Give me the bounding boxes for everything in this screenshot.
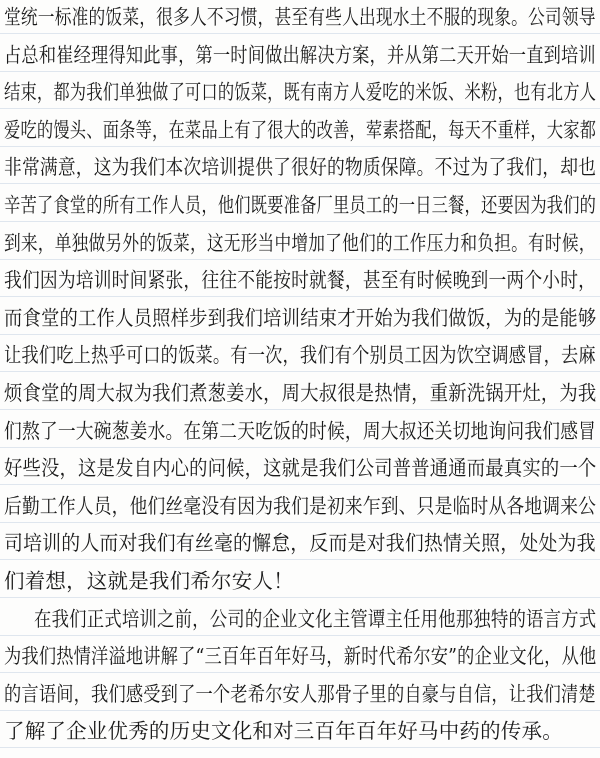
text-line: 爱吃的馒头、面条等，在菜品上有了很大的改善，荤素搭配，每天不重样，大家都	[4, 117, 597, 142]
text-line: 占总和崔经理得知此事，第一时间做出解决方案，并从第二天开始一直到培训	[4, 42, 596, 67]
text-line: 们着想，这就是我们希尔安人！	[4, 569, 294, 593]
text-line: 后勤工作人员，他们丝毫没有因为我们是初来乍到、只是临时从各地调来公	[4, 493, 597, 518]
paragraph-2-line: 为我们热情洋溢地讲解了“三百年百年好马，新时代希尔安”的企业文化，从他	[4, 644, 597, 669]
paragraph-2-line: 了解了企业优秀的历史文化和对三百年百年好马中药的传承。	[4, 719, 563, 744]
text-line: 非常满意，这为我们本次培训提供了很好的物质保障。不过为了我们，却也	[4, 155, 597, 180]
text-line: 堂统一标准的饭菜，很多人不习惯，甚至有些人出现水土不服的现象。公司领导	[4, 5, 596, 29]
text-line: 辛苦了食堂的所有工作人员，他们既要准备厂里员工的一日三餐，还要因为我们的	[4, 193, 597, 217]
text-line: 好些没，这是发自内心的问候，这就是我们公司普普通通而最真实的一个	[4, 456, 597, 481]
text-line: 司培训的人而对我们有丝毫的懈怠，反而是对我们热情关照，处处为我	[4, 531, 596, 556]
text-line: 们熬了一大碗葱姜水。在第二天吃饭的时候，周大叔还关切地询问我们感冒	[4, 418, 597, 443]
text-line: 让我们吃上热乎可口的饭菜。有一次，我们有个别员工因为饮空调感冒，去麻	[4, 343, 596, 368]
text-line: 而食堂的工作人员照样步到我们培训结束才开始为我们做饭，为的是能够	[4, 305, 597, 330]
text-line: 到来，单独做另外的饭菜，这无形当中增加了他们的工作压力和负担。有时候，	[4, 230, 596, 255]
text-line: 我们因为培训时间紧张，往往不能按时就餐，甚至有时候晚到一两个小时，	[4, 268, 597, 293]
paragraph-2-line: 在我们正式培训之前，公司的企业文化主管谭主任用他那独特的语言方式	[34, 606, 597, 631]
text-line: 结束，都为我们单独做了可口的饭菜，既有南方人爱吃的米饭、米粉，也有北方人	[4, 80, 597, 105]
paragraph-2-line: 的言语间，我们感受到了一个老希尔安人那骨子里的自豪与自信，让我们清楚	[4, 681, 596, 706]
text-line: 烦食堂的周大叔为我们煮葱姜水，周大叔很是热情，重新洗锅开灶，为我	[4, 381, 597, 405]
